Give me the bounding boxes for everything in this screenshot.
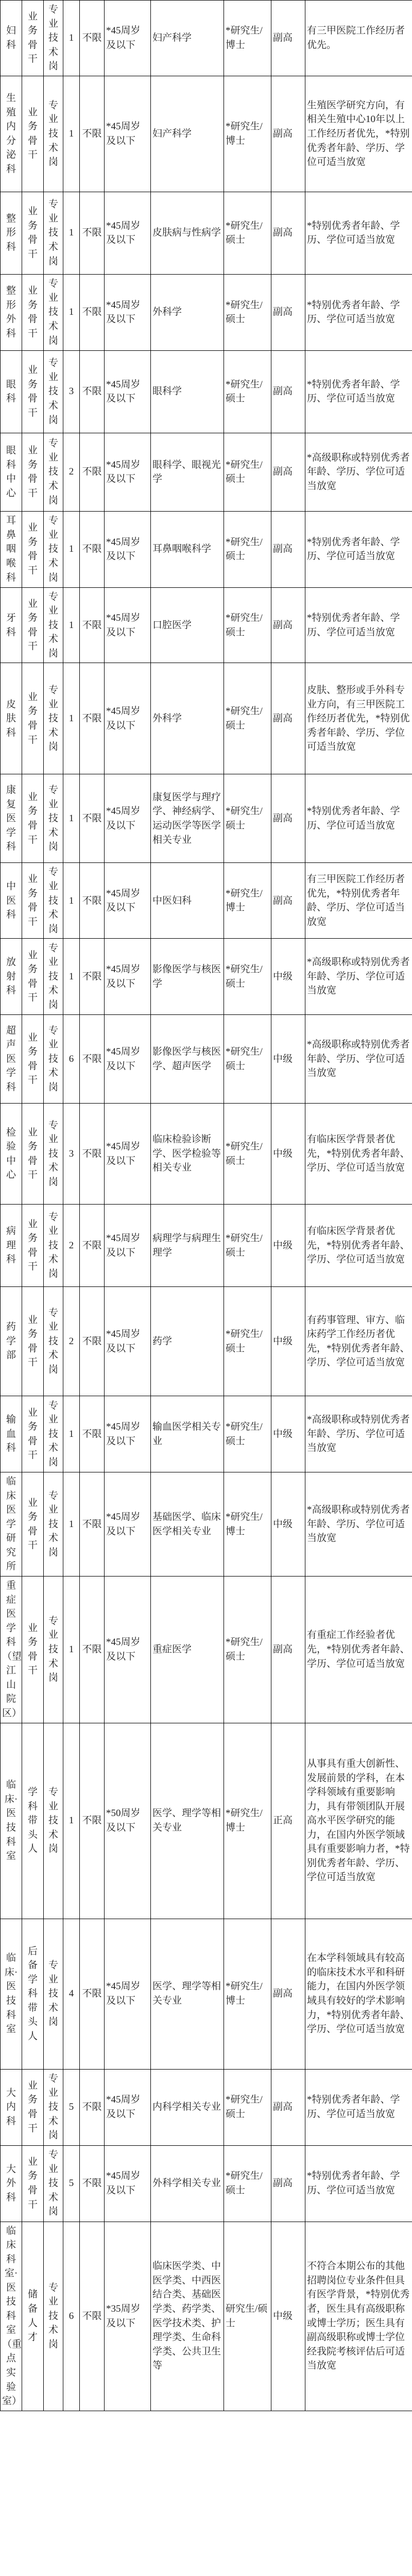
major-cell: 重症医学	[151, 1577, 224, 1723]
education-cell: *研究生/博士	[224, 1723, 271, 1919]
department-cell: 皮肤科	[1, 663, 22, 774]
nationality-cell: 不限	[80, 76, 105, 192]
age-requirement-cell: *45周岁及以下	[105, 587, 151, 663]
other-requirements-cell: *特别优秀者年龄、学历、学位可适当放宽	[305, 587, 412, 663]
post-type-cell: 专业技术岗	[44, 663, 63, 774]
table-row	[1, 274, 412, 350]
post-cell: 业务骨干	[22, 192, 44, 274]
other-requirements-cell: 有重症工作经验者优先，*特别优秀者年龄、学历、学位可适当放宽	[305, 1577, 412, 1723]
table-row	[1, 587, 412, 663]
department-cell: 眼科中心	[1, 433, 22, 511]
nationality-cell: 不限	[80, 774, 105, 863]
post-cell: 业务骨干	[22, 1015, 44, 1104]
age-requirement-cell: *45周岁及以下	[105, 1396, 151, 1472]
education-cell: *研究生/硕士	[224, 774, 271, 863]
major-cell: 耳鼻咽喉科学	[151, 511, 224, 587]
education-cell: *研究生/博士	[224, 1472, 271, 1577]
age-requirement-cell: *45周岁及以下	[105, 76, 151, 192]
post-cell: 业务骨干	[22, 774, 44, 863]
table-row	[1, 76, 412, 192]
other-requirements-cell: 有药事管理、审方、临床药学工作经历者优先，*特别优秀者年龄、学历、学位可适当放宽	[305, 1287, 412, 1396]
post-type-cell: 专业技术岗	[44, 1723, 63, 1919]
other-requirements-cell: *特别优秀者年龄、学历、学位可适当放宽	[305, 2145, 412, 2222]
department-cell: 放射科	[1, 939, 22, 1015]
table-row	[1, 192, 412, 274]
other-requirements-cell: *特别优秀者年龄、学历、学位可适当放宽	[305, 511, 412, 587]
department-cell: 病理科	[1, 1205, 22, 1287]
other-requirements-cell: *特别优秀者年龄、学历、学位可适当放宽	[305, 192, 412, 274]
headcount-cell: 1	[63, 1723, 80, 1919]
job-title-cell: 副高	[271, 1577, 305, 1723]
nationality-cell: 不限	[80, 1723, 105, 1919]
major-cell: 妇产科学	[151, 76, 224, 192]
department-cell: 大内科	[1, 2069, 22, 2145]
job-title-cell: 副高	[271, 274, 305, 350]
headcount-cell: 5	[63, 2145, 80, 2222]
nationality-cell: 不限	[80, 2145, 105, 2222]
job-title-cell: 中级	[271, 939, 305, 1015]
nationality-cell: 不限	[80, 863, 105, 939]
headcount-cell: 1	[63, 192, 80, 274]
post-cell: 业务骨干	[22, 587, 44, 663]
nationality-cell: 不限	[80, 2222, 105, 2411]
job-title-cell: 中级	[271, 1472, 305, 1577]
headcount-cell: 1	[63, 1577, 80, 1723]
major-cell: 输血医学相关专业	[151, 1396, 224, 1472]
age-requirement-cell: *45周岁及以下	[105, 1205, 151, 1287]
nationality-cell: 不限	[80, 1, 105, 76]
job-title-cell: 副高	[271, 1919, 305, 2069]
age-requirement-cell: *45周岁及以下	[105, 433, 151, 511]
table-row	[1, 2222, 412, 2411]
job-title-cell: 副高	[271, 774, 305, 863]
post-type-cell: 专业技术岗	[44, 1472, 63, 1577]
education-cell: *研究生/硕士	[224, 2069, 271, 2145]
nationality-cell: 不限	[80, 1104, 105, 1205]
post-type-cell: 专业技术岗	[44, 76, 63, 192]
headcount-cell: 2	[63, 1205, 80, 1287]
post-type-cell: 专业技术岗	[44, 511, 63, 587]
other-requirements-cell: *高级职称或特别优秀者年龄、学历、学位可适当放宽	[305, 1015, 412, 1104]
department-cell: 临床·医技科室	[1, 1723, 22, 1919]
education-cell: *研究生/硕士	[224, 939, 271, 1015]
table-row	[1, 433, 412, 511]
post-cell: 业务骨干	[22, 1396, 44, 1472]
education-cell: *研究生/硕士	[224, 1205, 271, 1287]
age-requirement-cell: *45周岁及以下	[105, 1, 151, 76]
department-cell: 整形科	[1, 192, 22, 274]
table-row	[1, 1287, 412, 1396]
job-title-cell: 副高	[271, 1, 305, 76]
education-cell: *研究生/硕士	[224, 1104, 271, 1205]
job-title-cell: 中级	[271, 1104, 305, 1205]
post-cell: 储备人才	[22, 2222, 44, 2411]
headcount-cell: 1	[63, 663, 80, 774]
other-requirements-cell: 有临床医学背景者优先，*特别优秀者年龄、学历、学位可适当放宽	[305, 1205, 412, 1287]
other-requirements-cell: *高级职称或特别优秀者年龄、学历、学位可适当放宽	[305, 1396, 412, 1472]
nationality-cell: 不限	[80, 663, 105, 774]
other-requirements-cell: 不符合本期公布的其他招聘岗位专业条件但具有医学背景，*特别优秀者，医生具有高级职称或博士学历；医生具有副高级职称或博士学位经我院考核评估后可适当放宽	[305, 2222, 412, 2411]
nationality-cell: 不限	[80, 1577, 105, 1723]
job-title-cell: 副高	[271, 587, 305, 663]
major-cell: 药学	[151, 1287, 224, 1396]
other-requirements-cell: 皮肤、整形或手外科专业方向，有三甲医院工作经历者优先，*特别优秀者年龄、学历、学位可适当放宽	[305, 663, 412, 774]
department-cell: 输血科	[1, 1396, 22, 1472]
nationality-cell: 不限	[80, 1205, 105, 1287]
age-requirement-cell: *45周岁及以下	[105, 1015, 151, 1104]
post-cell: 业务骨干	[22, 663, 44, 774]
education-cell: *研究生/博士	[224, 1919, 271, 2069]
headcount-cell: 1	[63, 1396, 80, 1472]
age-requirement-cell: *45周岁及以下	[105, 663, 151, 774]
education-cell: *研究生/硕士	[224, 1015, 271, 1104]
department-cell: 中医科	[1, 863, 22, 939]
other-requirements-cell: *高级职称或特别优秀者年龄、学历、学位可适当放宽	[305, 939, 412, 1015]
post-cell: 业务骨干	[22, 1, 44, 76]
age-requirement-cell: *45周岁及以下	[105, 1287, 151, 1396]
headcount-cell: 5	[63, 2069, 80, 2145]
table-row	[1, 663, 412, 774]
age-requirement-cell: *45周岁及以下	[105, 511, 151, 587]
nationality-cell: 不限	[80, 433, 105, 511]
job-title-cell: 中级	[271, 2222, 305, 2411]
post-type-cell: 专业技术岗	[44, 1015, 63, 1104]
education-cell: *研究生/硕士	[224, 2145, 271, 2222]
nationality-cell: 不限	[80, 1015, 105, 1104]
other-requirements-cell: *高级职称或特别优秀者年龄、学历、学位可适当放宽	[305, 1472, 412, 1577]
post-type-cell: 专业技术岗	[44, 2069, 63, 2145]
table-row	[1, 1723, 412, 1919]
job-title-cell: 副高	[271, 511, 305, 587]
post-cell: 业务骨干	[22, 350, 44, 433]
post-type-cell: 专业技术岗	[44, 2222, 63, 2411]
major-cell: 外科学	[151, 274, 224, 350]
post-type-cell: 专业技术岗	[44, 1396, 63, 1472]
nationality-cell: 不限	[80, 587, 105, 663]
post-type-cell: 专业技术岗	[44, 1104, 63, 1205]
age-requirement-cell: *45周岁及以下	[105, 2145, 151, 2222]
post-type-cell: 专业技术岗	[44, 350, 63, 433]
job-title-cell: 中级	[271, 1205, 305, 1287]
table-row	[1, 2069, 412, 2145]
job-title-cell: 中级	[271, 1396, 305, 1472]
post-cell: 业务骨干	[22, 1104, 44, 1205]
department-cell: 妇科	[1, 1, 22, 76]
education-cell: *研究生/硕士	[224, 511, 271, 587]
nationality-cell: 不限	[80, 1287, 105, 1396]
major-cell: 医学、理学等相关专业	[151, 1919, 224, 2069]
table-row	[1, 1104, 412, 1205]
job-title-cell: 副高	[271, 192, 305, 274]
post-cell: 业务骨干	[22, 1205, 44, 1287]
other-requirements-cell: *特别优秀者年龄、学历、学位可适当放宽	[305, 350, 412, 433]
department-cell: 眼科	[1, 350, 22, 433]
other-requirements-cell: *高级职称或特别优秀者年龄、学历、学位可适当放宽	[305, 433, 412, 511]
education-cell: *研究生/硕士	[224, 1396, 271, 1472]
headcount-cell: 4	[63, 1919, 80, 2069]
major-cell: 中医妇科	[151, 863, 224, 939]
other-requirements-cell: *特别优秀者年龄、学历、学位可适当放宽	[305, 274, 412, 350]
job-title-cell: 副高	[271, 663, 305, 774]
post-cell: 业务骨干	[22, 1287, 44, 1396]
department-cell: 生殖内分泌科	[1, 76, 22, 192]
nationality-cell: 不限	[80, 939, 105, 1015]
headcount-cell: 1	[63, 939, 80, 1015]
headcount-cell: 1	[63, 1, 80, 76]
post-type-cell: 专业技术岗	[44, 939, 63, 1015]
education-cell: 研究生/硕士	[224, 2222, 271, 2411]
nationality-cell: 不限	[80, 350, 105, 433]
age-requirement-cell: *45周岁及以下	[105, 192, 151, 274]
post-type-cell: 专业技术岗	[44, 1919, 63, 2069]
headcount-cell: 1	[63, 1472, 80, 1577]
major-cell: 口腔医学	[151, 587, 224, 663]
age-requirement-cell: *45周岁及以下	[105, 1919, 151, 2069]
table-row	[1, 350, 412, 433]
major-cell: 外科学	[151, 663, 224, 774]
post-type-cell: 专业技术岗	[44, 863, 63, 939]
department-cell: 临床·医技科室	[1, 1919, 22, 2069]
headcount-cell: 3	[63, 350, 80, 433]
post-cell: 业务骨干	[22, 274, 44, 350]
table-row	[1, 1205, 412, 1287]
age-requirement-cell: *45周岁及以下	[105, 274, 151, 350]
department-cell: 康复医学科	[1, 774, 22, 863]
headcount-cell: 1	[63, 587, 80, 663]
age-requirement-cell: *45周岁及以下	[105, 1472, 151, 1577]
age-requirement-cell: *50周岁及以下	[105, 1723, 151, 1919]
post-type-cell: 专业技术岗	[44, 433, 63, 511]
post-type-cell: 专业技术岗	[44, 1287, 63, 1396]
headcount-cell: 1	[63, 76, 80, 192]
post-cell: 业务骨干	[22, 939, 44, 1015]
nationality-cell: 不限	[80, 1472, 105, 1577]
headcount-cell: 1	[63, 863, 80, 939]
other-requirements-cell: 有三甲医院工作经历者优先，*特别优秀者年龄、学历、学位可适当放宽	[305, 863, 412, 939]
headcount-cell: 1	[63, 274, 80, 350]
job-title-cell: 中级	[271, 1015, 305, 1104]
post-type-cell: 专业技术岗	[44, 1577, 63, 1723]
post-cell: 业务骨干	[22, 433, 44, 511]
post-cell: 业务骨干	[22, 511, 44, 587]
major-cell: 妇产科学	[151, 1, 224, 76]
nationality-cell: 不限	[80, 1396, 105, 1472]
headcount-cell: 3	[63, 1104, 80, 1205]
major-cell: 临床检验诊断学、医学检验等相关专业	[151, 1104, 224, 1205]
job-title-cell: 副高	[271, 350, 305, 433]
table-row	[1, 2145, 412, 2222]
department-cell: 重症医学科（望江山院区）	[1, 1577, 22, 1723]
headcount-cell: 6	[63, 2222, 80, 2411]
headcount-cell: 2	[63, 433, 80, 511]
major-cell: 影像医学与核医学、超声医学	[151, 1015, 224, 1104]
headcount-cell: 1	[63, 511, 80, 587]
post-type-cell: 专业技术岗	[44, 2145, 63, 2222]
post-cell: 业务骨干	[22, 1577, 44, 1723]
post-type-cell: 专业技术岗	[44, 192, 63, 274]
department-cell: 耳鼻咽喉科	[1, 511, 22, 587]
job-title-cell: 副高	[271, 76, 305, 192]
table-row	[1, 1919, 412, 2069]
education-cell: *研究生/硕士	[224, 192, 271, 274]
table-row	[1, 1396, 412, 1472]
department-cell: 临床医学研究所	[1, 1472, 22, 1577]
headcount-cell: 1	[63, 774, 80, 863]
headcount-cell: 2	[63, 1287, 80, 1396]
other-requirements-cell: *特别优秀者年龄、学历、学位可适当放宽	[305, 774, 412, 863]
education-cell: *研究生/硕士	[224, 1287, 271, 1396]
headcount-cell: 6	[63, 1015, 80, 1104]
age-requirement-cell: *45周岁及以下	[105, 2069, 151, 2145]
department-cell: 整形外科	[1, 274, 22, 350]
other-requirements-cell: 在本学科领域具有较高的临床技术水平和科研能力，在国内外医学领域具有较好的学术影响力，*特别优秀者年龄、学历、学位可适当放宽	[305, 1919, 412, 2069]
post-cell: 业务骨干	[22, 1472, 44, 1577]
nationality-cell: 不限	[80, 511, 105, 587]
department-cell: 检验中心	[1, 1104, 22, 1205]
table-row	[1, 863, 412, 939]
major-cell: 医学、理学等相关专业	[151, 1723, 224, 1919]
department-cell: 牙科	[1, 587, 22, 663]
table-row	[1, 1, 412, 76]
job-title-cell: 副高	[271, 433, 305, 511]
table-row	[1, 774, 412, 863]
job-title-cell: 中级	[271, 1287, 305, 1396]
table-body	[1, 1, 412, 2411]
education-cell: *研究生/硕士	[224, 663, 271, 774]
post-type-cell: 专业技术岗	[44, 774, 63, 863]
major-cell: 外科学相关专业	[151, 2145, 224, 2222]
major-cell: 病理学与病理生理学	[151, 1205, 224, 1287]
education-cell: *研究生/博士	[224, 863, 271, 939]
nationality-cell: 不限	[80, 1919, 105, 2069]
education-cell: *研究生/博士	[224, 76, 271, 192]
major-cell: 临床医学类、中医学类、中西医结合类、基础医学类、药学类、医学技术类、护理学类、生命科学类、公共卫生等	[151, 2222, 224, 2411]
age-requirement-cell: *45周岁及以下	[105, 350, 151, 433]
post-cell: 后备学科带头人	[22, 1919, 44, 2069]
major-cell: 影像医学与核医学	[151, 939, 224, 1015]
education-cell: *研究生/硕士	[224, 1577, 271, 1723]
age-requirement-cell: *45周岁及以下	[105, 1577, 151, 1723]
other-requirements-cell: *特别优秀者年龄、学历、学位可适当放宽	[305, 2069, 412, 2145]
education-cell: *研究生/硕士	[224, 433, 271, 511]
major-cell: 眼科学、眼视光学	[151, 433, 224, 511]
age-requirement-cell: *45周岁及以下	[105, 1104, 151, 1205]
other-requirements-cell: 有三甲医院工作经历者优先。	[305, 1, 412, 76]
education-cell: *研究生/硕士	[224, 350, 271, 433]
table-row	[1, 1472, 412, 1577]
other-requirements-cell: 从事具有重大创新性、发展前景的学科，在本学科领域有重要影响力，具有带领团队开展高水平医学研究的能力，在国内外医学领域具有重要影响力者，*特别优秀者年龄、学历、学位可适当放宽	[305, 1723, 412, 1919]
education-cell: *研究生/硕士	[224, 587, 271, 663]
post-cell: 业务骨干	[22, 2069, 44, 2145]
other-requirements-cell: 有临床医学背景者优先，*特别优秀者年龄、学历、学位可适当放宽	[305, 1104, 412, 1205]
age-requirement-cell: *45周岁及以下	[105, 863, 151, 939]
nationality-cell: 不限	[80, 2069, 105, 2145]
post-cell: 学科带头人	[22, 1723, 44, 1919]
post-cell: 业务骨干	[22, 2145, 44, 2222]
other-requirements-cell: 生殖医学研究方向，有相关生殖中心10年以上工作经历者优先，*特别优秀者年龄、学历、学位可适当放宽	[305, 76, 412, 192]
nationality-cell: 不限	[80, 274, 105, 350]
major-cell: 内科学相关专业	[151, 2069, 224, 2145]
post-type-cell: 专业技术岗	[44, 587, 63, 663]
job-title-cell: 正高	[271, 1723, 305, 1919]
nationality-cell: 不限	[80, 192, 105, 274]
major-cell: 皮肤病与性病学	[151, 192, 224, 274]
post-type-cell: 专业技术岗	[44, 1, 63, 76]
department-cell: 临床科室·医技科室（重点实验室）	[1, 2222, 22, 2411]
major-cell: 眼科学	[151, 350, 224, 433]
department-cell: 大外科	[1, 2145, 22, 2222]
job-title-cell: 副高	[271, 2069, 305, 2145]
job-title-cell: 副高	[271, 2145, 305, 2222]
major-cell: 康复医学与理疗学、神经病学、运动医学等医学相关专业	[151, 774, 224, 863]
education-cell: *研究生/博士	[224, 1, 271, 76]
education-cell: *研究生/硕士	[224, 274, 271, 350]
table-row	[1, 1015, 412, 1104]
table-row	[1, 939, 412, 1015]
age-requirement-cell: *35周岁及以下	[105, 2222, 151, 2411]
major-cell: 基础医学、临床医学相关专业	[151, 1472, 224, 1577]
post-type-cell: 专业技术岗	[44, 1205, 63, 1287]
table-row	[1, 1577, 412, 1723]
table-row	[1, 511, 412, 587]
age-requirement-cell: *45周岁及以下	[105, 774, 151, 863]
job-title-cell: 副高	[271, 863, 305, 939]
post-cell: 业务骨干	[22, 863, 44, 939]
post-cell: 业务骨干	[22, 76, 44, 192]
post-type-cell: 专业技术岗	[44, 274, 63, 350]
department-cell: 超声医学科	[1, 1015, 22, 1104]
department-cell: 药学部	[1, 1287, 22, 1396]
age-requirement-cell: *45周岁及以下	[105, 939, 151, 1015]
